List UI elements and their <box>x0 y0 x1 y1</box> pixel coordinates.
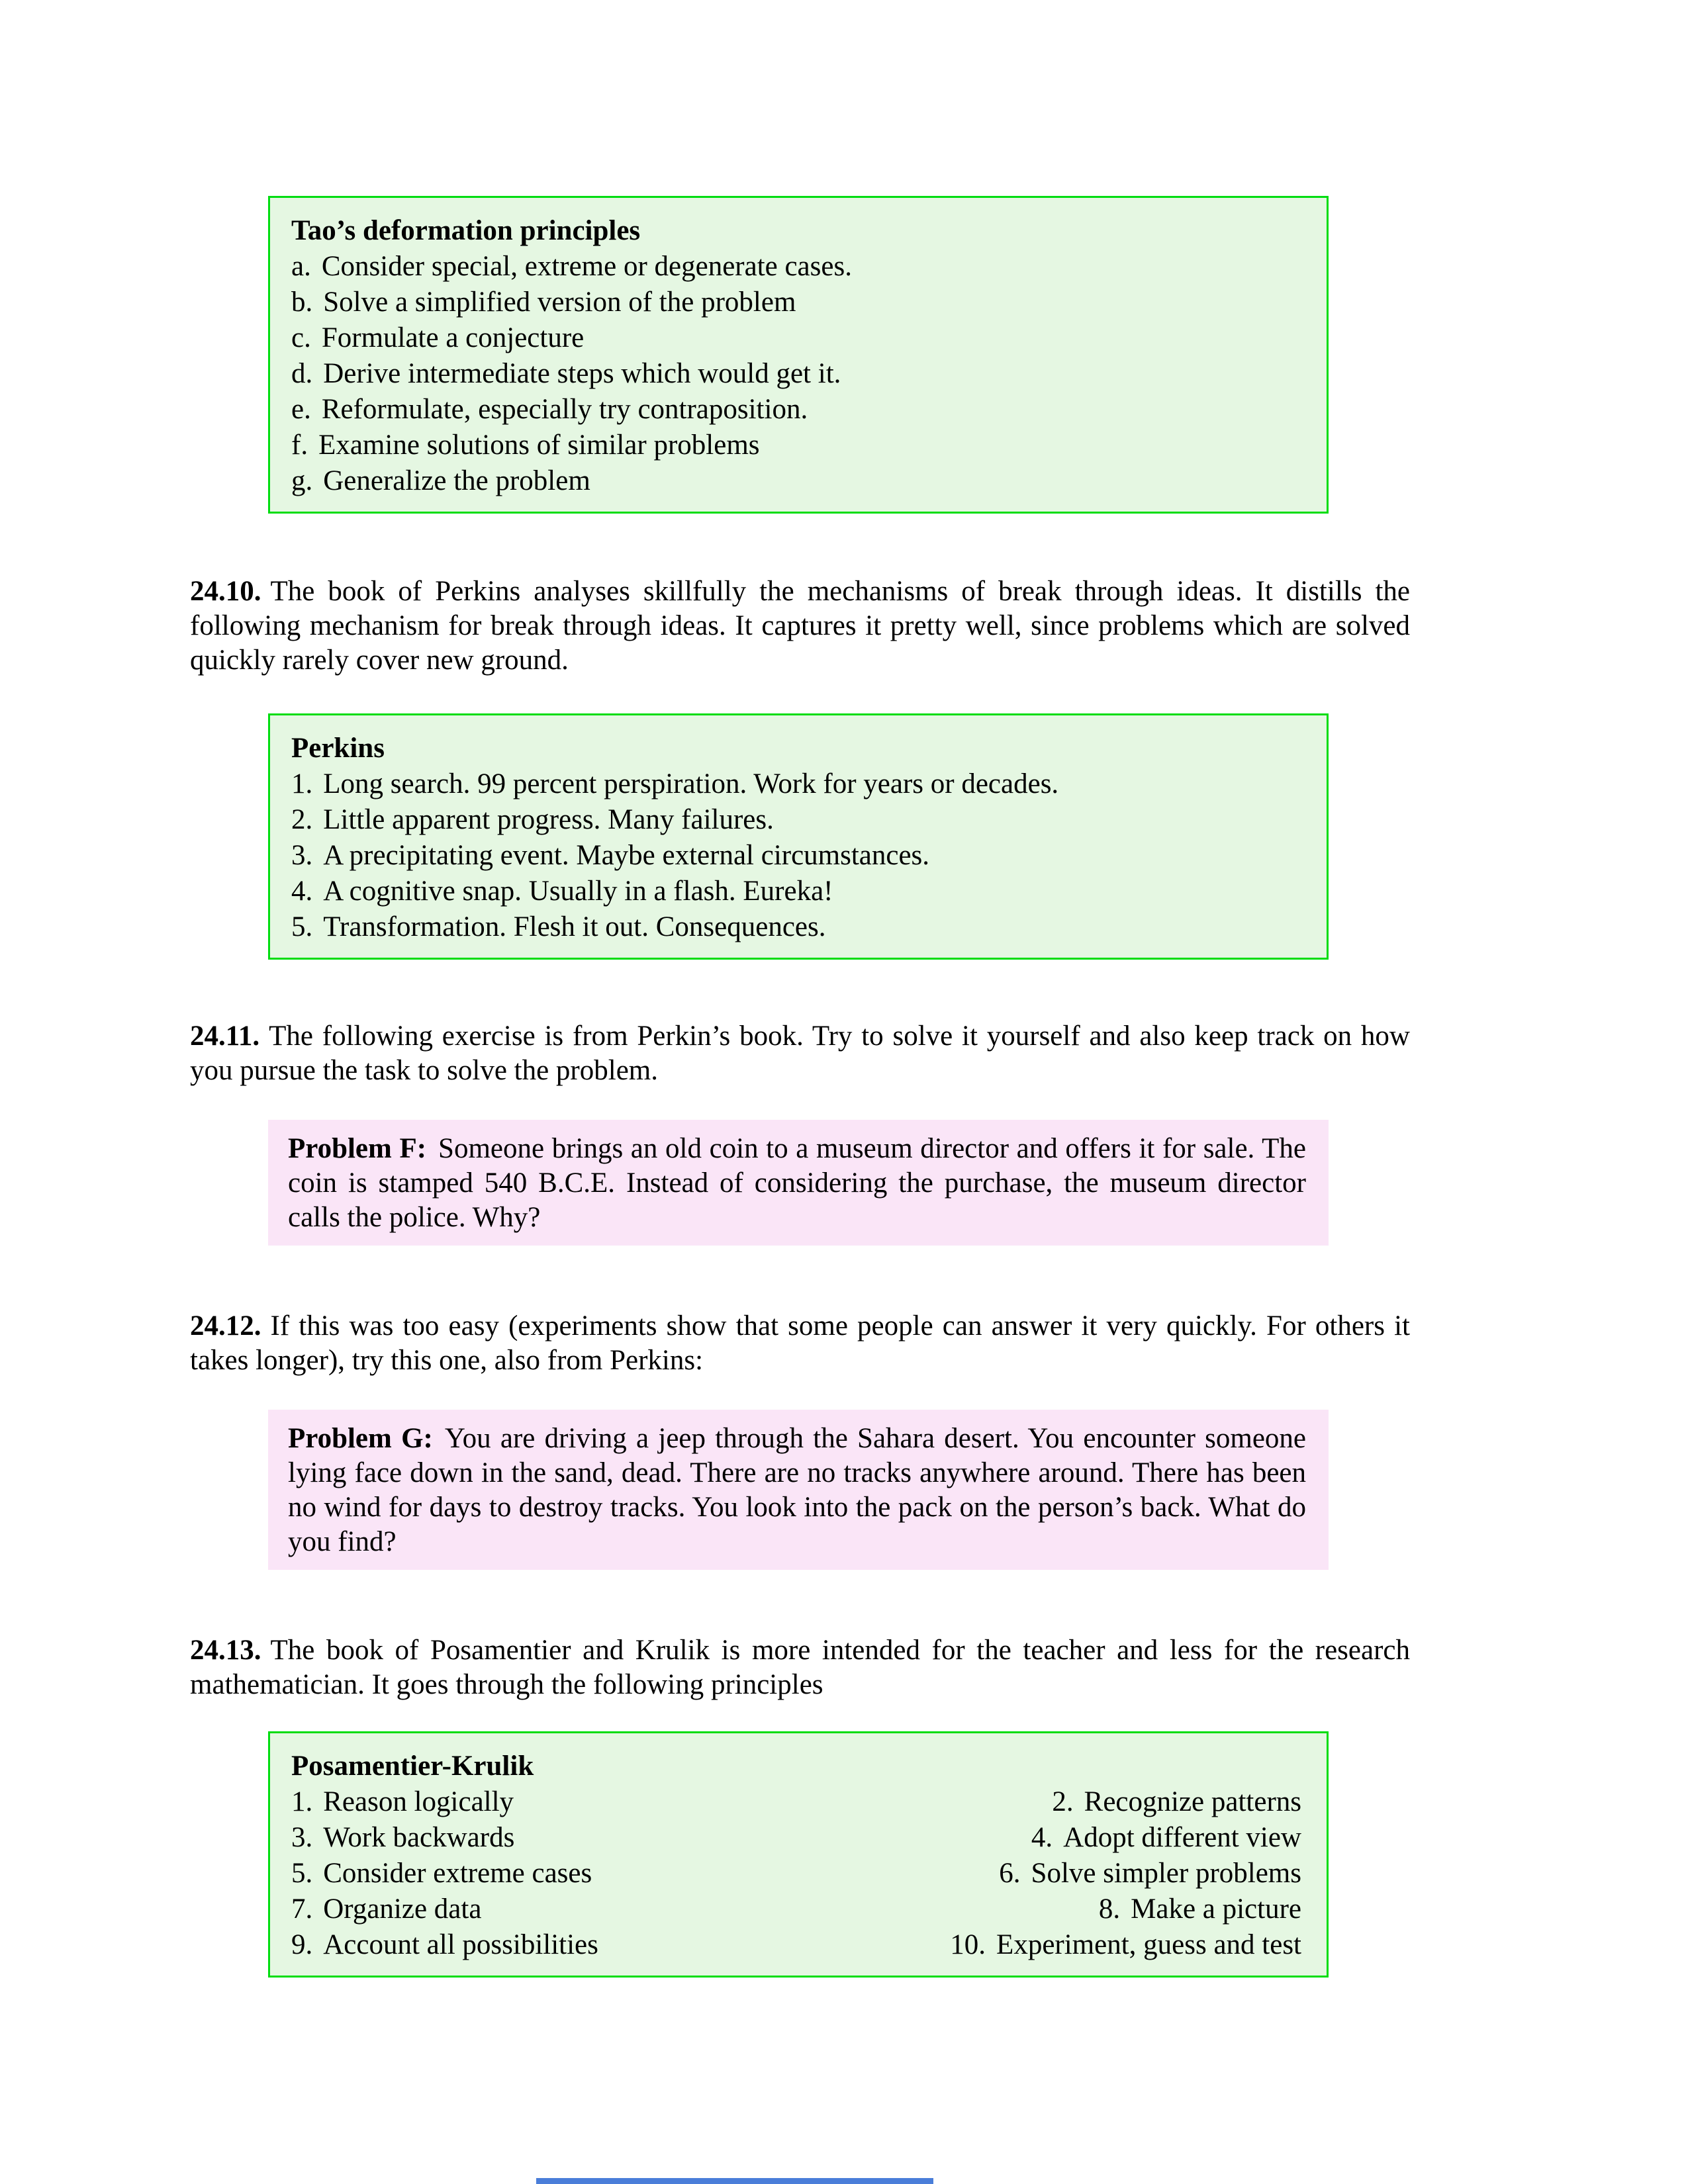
item-text: Reason logically <box>323 1786 514 1817</box>
problem-f-text: Someone brings an old coin to a museum director and offers it for sale. The coin is stamped 540 B.C.E. Instead of considering the purchase, the museum director calls the police. Why? <box>288 1133 1306 1233</box>
item-label: 9. <box>291 1929 313 1960</box>
paragraph-number: 24.10. <box>190 576 261 607</box>
item-label: g. <box>291 465 313 496</box>
paragraph-24-13 <box>190 1633 1410 1702</box>
item-text: A cognitive snap. Usually in a flash. Eureka! <box>323 876 833 907</box>
item-text: Transformation. Flesh it out. Consequences. <box>323 911 826 942</box>
list-item <box>291 767 1301 801</box>
item-label: 3. <box>291 1822 313 1853</box>
item-label: 5. <box>291 1858 313 1889</box>
pk-cell <box>291 1821 514 1855</box>
item-text: Consider extreme cases <box>323 1858 592 1889</box>
tao-box-title: Tao’s deformation principles <box>291 215 641 246</box>
item-label: 5. <box>291 911 313 942</box>
paragraph-24-10 <box>190 574 1410 678</box>
problem-f-label: Problem F: <box>288 1133 427 1164</box>
pk-cell <box>291 1785 514 1819</box>
paragraph-text: The book of Posamentier and Krulik is more intended for the teacher and less for the research mathematician. It goes through the following principles <box>190 1635 1410 1700</box>
item-label: e. <box>291 394 311 425</box>
item-text: Consider special, extreme or degenerate cases. <box>321 251 852 282</box>
item-label: 4. <box>1031 1822 1053 1853</box>
item-label: 4. <box>291 876 313 907</box>
item-label: c. <box>291 322 311 353</box>
item-text: Little apparent progress. Many failures. <box>323 804 774 835</box>
list-item <box>291 910 1301 944</box>
item-text: Long search. 99 percent perspiration. Work for years or decades. <box>323 768 1059 799</box>
perkins-box-title: Perkins <box>291 733 385 764</box>
pk-row <box>291 1892 1301 1927</box>
list-item <box>291 839 1301 873</box>
item-text: Make a picture <box>1131 1893 1301 1925</box>
tao-principles-box <box>268 196 1329 514</box>
item-label: 8. <box>1098 1893 1121 1925</box>
item-text: Derive intermediate steps which would get it. <box>323 358 841 389</box>
item-label: 3. <box>291 840 313 871</box>
posamentier-krulik-box <box>268 1731 1329 1978</box>
item-text: Reformulate, especially try contraposition. <box>321 394 808 425</box>
pk-cell <box>291 1928 598 1962</box>
paragraph-text: If this was too easy (experiments show that some people can answer it very quickly. For others it takes longer), try this one, also from Perkins: <box>190 1310 1410 1376</box>
paragraph-number: 24.13. <box>190 1635 261 1666</box>
pk-row <box>291 1821 1301 1855</box>
item-text: Recognize patterns <box>1084 1786 1301 1817</box>
item-text: Account all possibilities <box>323 1929 598 1960</box>
problem-f-box <box>268 1120 1329 1246</box>
pk-cell <box>950 1928 1301 1962</box>
item-label: 2. <box>1052 1786 1074 1817</box>
pk-row <box>291 1785 1301 1819</box>
list-item <box>291 357 1301 391</box>
item-text: Solve simpler problems <box>1031 1858 1301 1889</box>
paragraph-text: The following exercise is from Perkin’s book. Try to solve it yourself and also keep track on how you pursue the task to solve the problem. <box>190 1021 1410 1086</box>
item-label: d. <box>291 358 313 389</box>
item-text: Solve a simplified version of the problem <box>323 287 796 318</box>
list-item <box>291 321 1301 355</box>
list-item <box>291 803 1301 837</box>
item-label: b. <box>291 287 313 318</box>
item-label: 1. <box>291 1786 313 1817</box>
item-label: 7. <box>291 1893 313 1925</box>
item-text: Experiment, guess and test <box>996 1929 1301 1960</box>
pk-cell <box>1052 1785 1301 1819</box>
pk-box-title: Posamentier-Krulik <box>291 1751 534 1782</box>
pk-cell <box>291 1856 592 1891</box>
list-item <box>291 874 1301 909</box>
item-text: Organize data <box>323 1893 482 1925</box>
item-text: Examine solutions of similar problems <box>318 430 760 461</box>
item-text: Generalize the problem <box>323 465 590 496</box>
list-item <box>291 464 1301 498</box>
paragraph-number: 24.12. <box>190 1310 261 1342</box>
item-text: A precipitating event. Maybe external circumstances. <box>323 840 930 871</box>
page-content <box>190 0 1410 1978</box>
paragraph-text: The book of Perkins analyses skillfully the mechanisms of break through ideas. It distills the following mechanism for break through ideas. It captures it pretty well, since problems which are solved quickly rarely cover new ground. <box>190 576 1410 676</box>
paragraph-24-11 <box>190 1019 1410 1088</box>
problem-g-text: You are driving a jeep through the Sahara desert. You encounter someone lying face down in the sand, dead. There are no tracks anywhere around. There has been no wind for days to destroy tracks. You look into the pack on the person’s back. What do you find? <box>288 1423 1306 1557</box>
list-item <box>291 285 1301 320</box>
pk-row <box>291 1856 1301 1891</box>
item-label: 2. <box>291 804 313 835</box>
paragraph-24-12 <box>190 1309 1410 1378</box>
item-text: Adopt different view <box>1063 1822 1301 1853</box>
item-label: f. <box>291 430 308 461</box>
item-label: 1. <box>291 768 313 799</box>
pk-row <box>291 1928 1301 1962</box>
pk-cell <box>1031 1821 1301 1855</box>
list-item <box>291 392 1301 427</box>
problem-g-box <box>268 1410 1329 1570</box>
item-label: a. <box>291 251 311 282</box>
list-item <box>291 250 1301 284</box>
bottom-blue-bar <box>536 2178 933 2184</box>
paragraph-number: 24.11. <box>190 1021 260 1052</box>
item-text: Work backwards <box>323 1822 515 1853</box>
item-label: 10. <box>950 1929 986 1960</box>
pk-cell <box>291 1892 481 1927</box>
list-item <box>291 428 1301 463</box>
pk-cell <box>1099 1892 1301 1927</box>
problem-g-label: Problem G: <box>288 1423 433 1454</box>
pk-cell <box>999 1856 1301 1891</box>
perkins-box <box>268 713 1329 960</box>
item-text: Formulate a conjecture <box>321 322 585 353</box>
item-label: 6. <box>999 1858 1021 1889</box>
